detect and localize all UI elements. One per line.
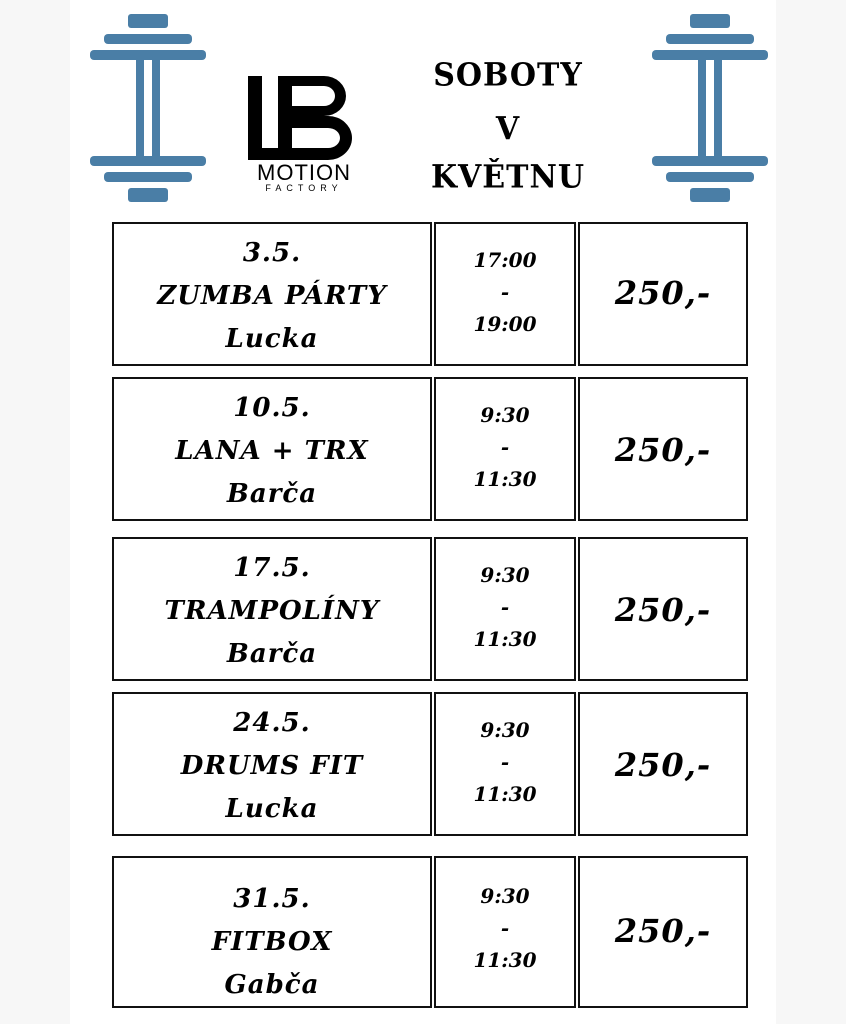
time-separator: -: [500, 435, 510, 459]
time-separator: -: [500, 750, 510, 774]
brand-logo: [248, 76, 360, 196]
event-activity: FITBOX: [211, 927, 333, 957]
price-cell: [578, 537, 748, 681]
time-start: 9:30: [480, 884, 530, 908]
price: 250,-: [614, 431, 712, 469]
schedule-row: [112, 692, 748, 836]
event-activity: TRAMPOLÍNY: [164, 596, 380, 626]
price: 250,-: [614, 274, 712, 312]
time-start: 9:30: [480, 403, 530, 427]
time-start: 17:00: [473, 248, 537, 272]
title-line-3: KVĚTNU: [430, 159, 586, 196]
time-cell: [434, 537, 576, 681]
left-margin: [0, 0, 70, 1024]
time-end: 11:30: [473, 948, 537, 972]
right-margin: [776, 0, 846, 1024]
activity-cell: [112, 856, 432, 1008]
event-date: 3.5.: [242, 238, 302, 268]
time-start: 9:30: [480, 563, 530, 587]
dumbbell-icon: [90, 14, 206, 202]
schedule-row: [112, 856, 748, 1000]
event-instructor: Lucka: [225, 324, 319, 354]
logo-subtitle: FACTORY: [265, 183, 343, 193]
schedule-row: [112, 222, 748, 366]
time-separator: -: [500, 595, 510, 619]
activity-cell: [112, 692, 432, 836]
event-date: 31.5.: [233, 884, 311, 914]
time-end: 11:30: [473, 467, 537, 491]
time-cell: [434, 222, 576, 366]
time-end: 11:30: [473, 782, 537, 806]
activity-cell: [112, 537, 432, 681]
price-cell: [578, 222, 748, 366]
event-instructor: Barča: [226, 479, 318, 509]
event-activity: ZUMBA PÁRTY: [157, 281, 387, 311]
time-cell: [434, 856, 576, 1008]
title-line-1: SOBOTY: [433, 57, 583, 94]
time-start: 9:30: [480, 718, 530, 742]
price-cell: [578, 377, 748, 521]
activity-cell: [112, 377, 432, 521]
event-date: 17.5.: [233, 553, 311, 583]
activity-cell: [112, 222, 432, 366]
lb-logo-mark: [248, 76, 360, 160]
event-date: 10.5.: [233, 393, 311, 423]
time-end: 11:30: [473, 627, 537, 651]
time-cell: [434, 692, 576, 836]
price: 250,-: [614, 912, 712, 950]
title-line-2: V: [495, 111, 521, 148]
schedule-row: [112, 377, 748, 521]
event-date: 24.5.: [233, 708, 311, 738]
logo-name: MOTION: [257, 160, 351, 185]
time-separator: -: [500, 916, 510, 940]
time-end: 19:00: [473, 312, 537, 336]
event-instructor: Barča: [226, 639, 318, 669]
price: 250,-: [614, 591, 712, 629]
event-instructor: Lucka: [225, 794, 319, 824]
price-cell: [578, 856, 748, 1008]
dumbbell-icon: [652, 14, 768, 202]
time-separator: -: [500, 280, 510, 304]
price: 250,-: [614, 746, 712, 784]
event-activity: DRUMS FIT: [180, 751, 364, 781]
price-cell: [578, 692, 748, 836]
time-cell: [434, 377, 576, 521]
event-activity: LANA + TRX: [175, 436, 369, 466]
event-instructor: Gabča: [224, 970, 320, 1000]
schedule-row: [112, 537, 748, 681]
